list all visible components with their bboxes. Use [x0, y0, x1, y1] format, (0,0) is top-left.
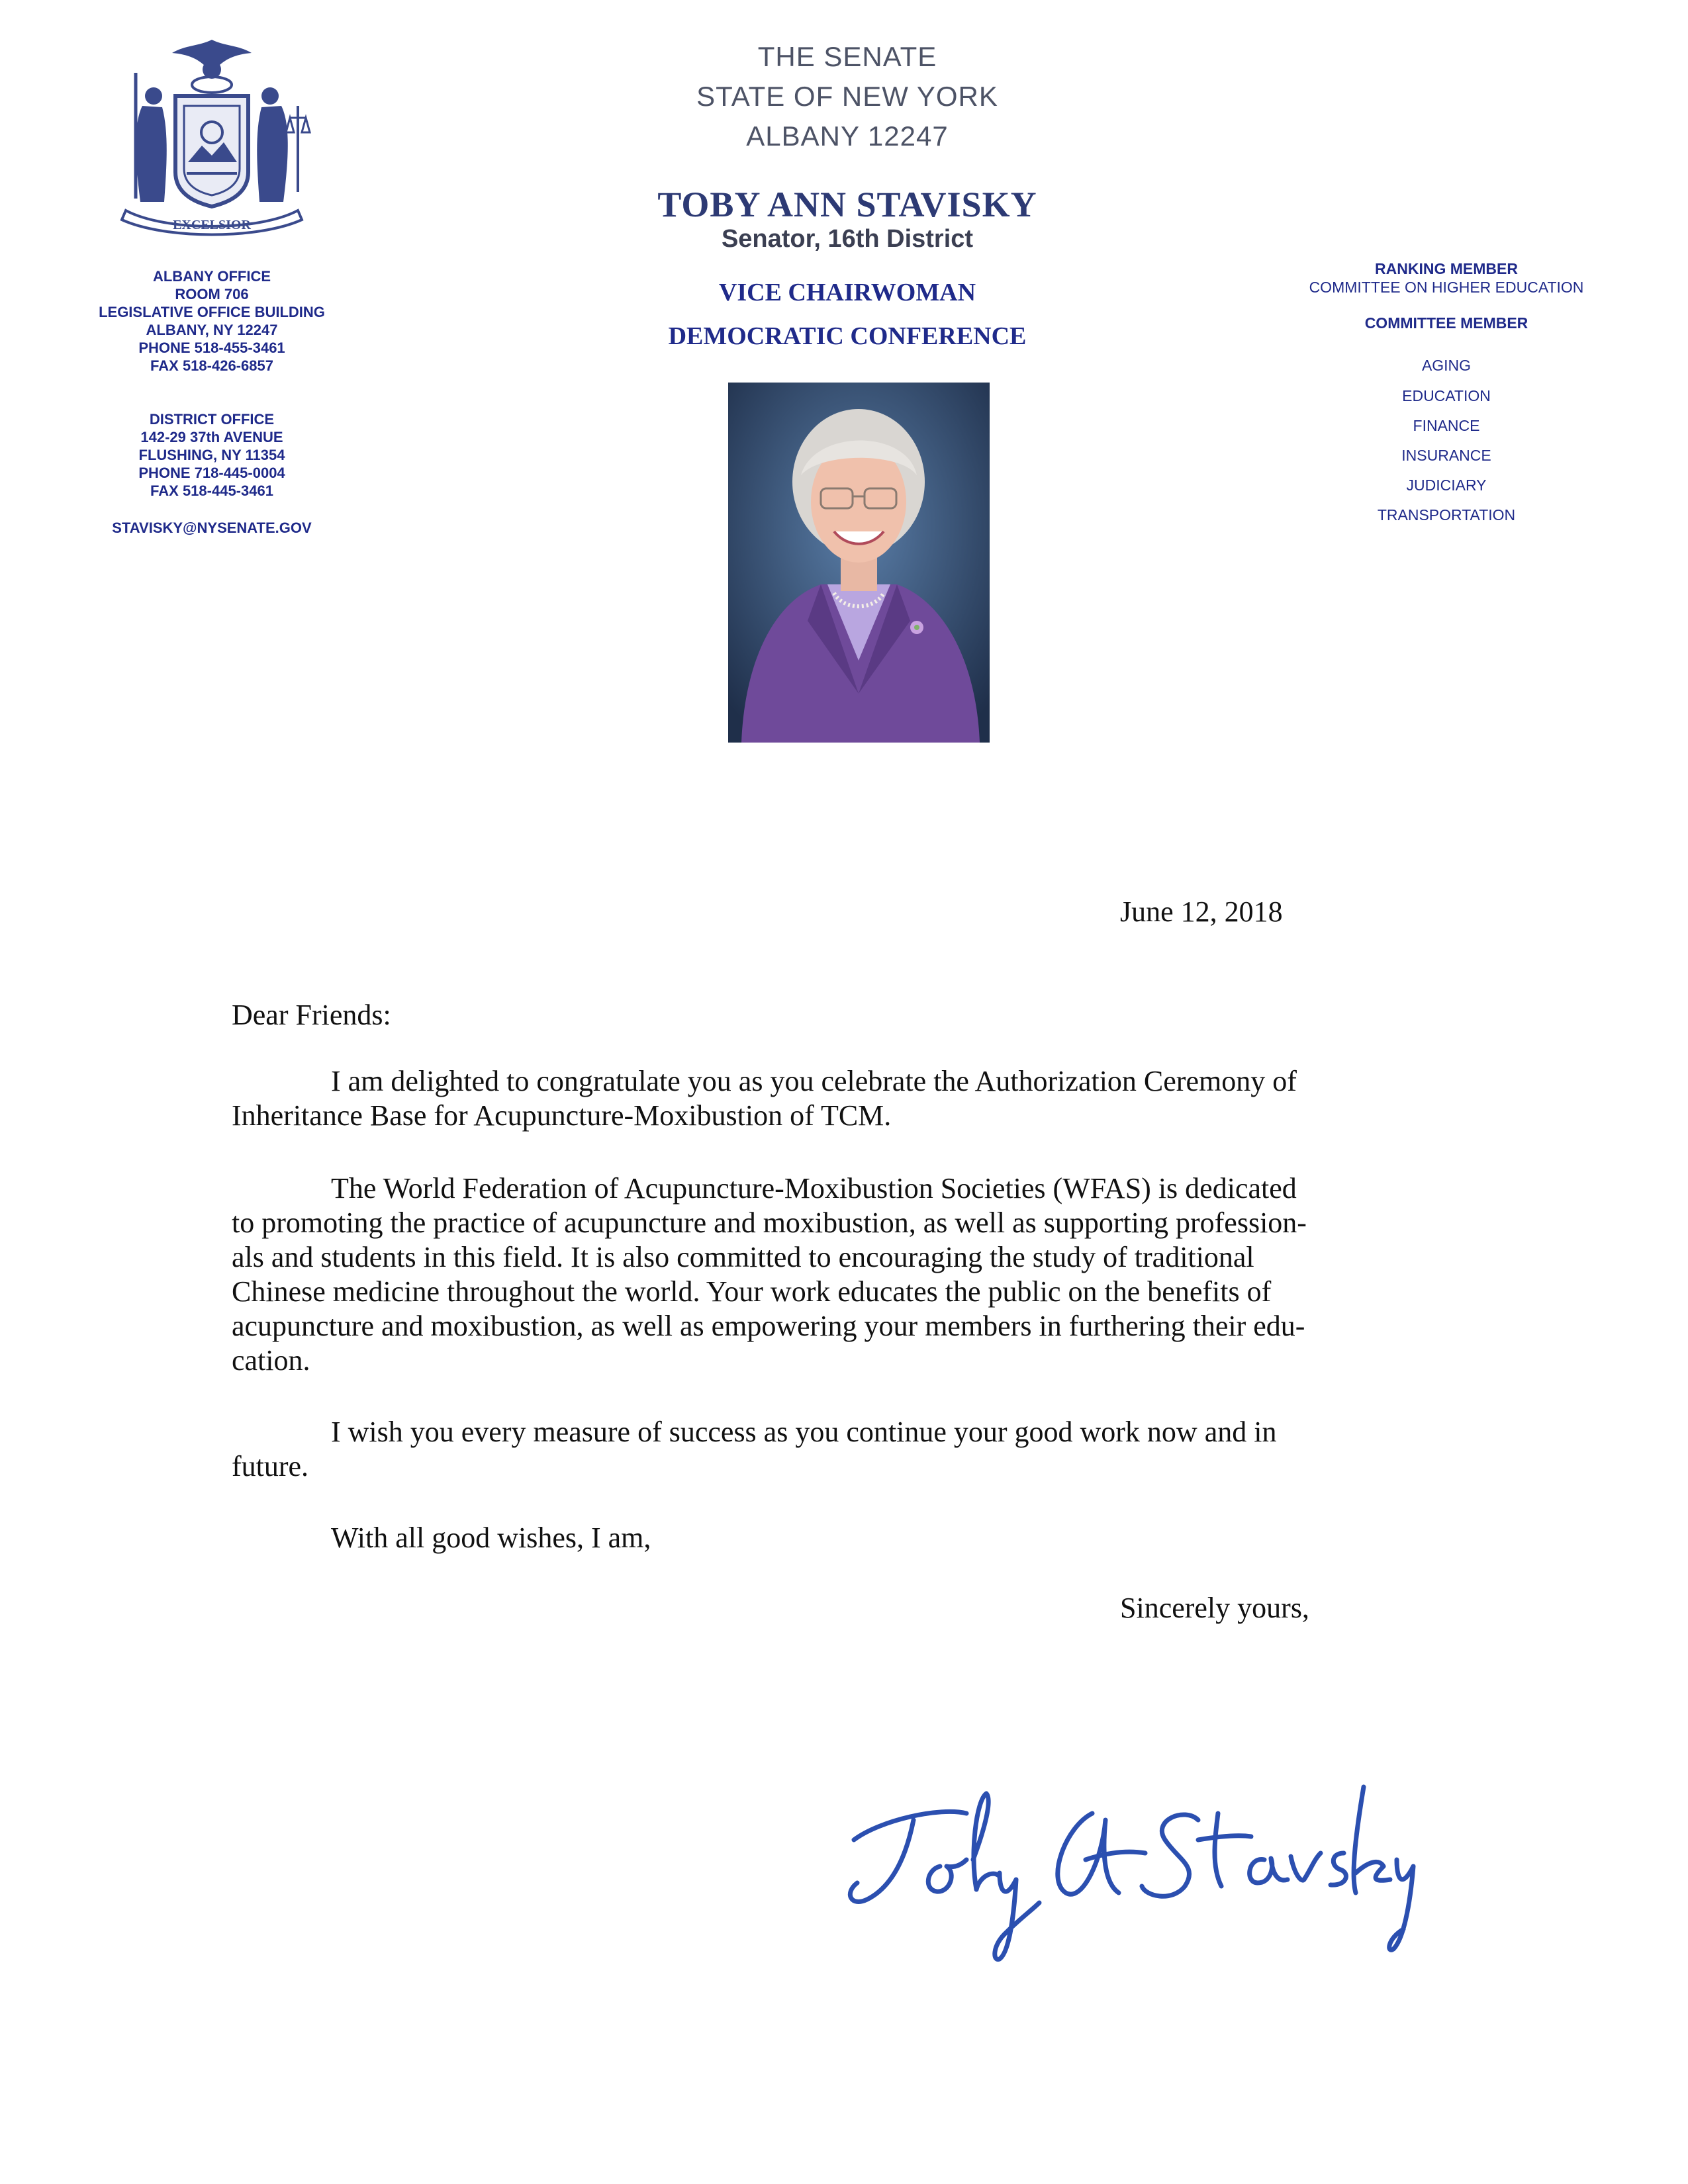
letter-date: June 12, 2018: [1120, 895, 1283, 928]
ranking-member-block: [1251, 259, 1642, 296]
paragraph-line: I am delighted to congratulate you as you celebrate the Authorization Ceremony of: [331, 1065, 1297, 1097]
senator-name: TOBY ANN STAVISKY: [657, 185, 1037, 224]
senate-line-2: STATE OF NEW YORK: [696, 81, 998, 112]
email-address: STAVISKY@NYSENATE.GOV: [112, 520, 312, 536]
senator-district: Senator, 16th District: [721, 225, 974, 253]
paragraph-line: to promoting the practice of acupuncture and moxibustion, as well as supporting profession-: [232, 1206, 1307, 1239]
committee-item: EDUCATION: [1402, 387, 1491, 404]
district-office-heading: DISTRICT OFFICE: [149, 411, 275, 428]
senator-portrait-photo: [728, 383, 990, 743]
committee-item: TRANSPORTATION: [1377, 506, 1516, 523]
letter-salutation: Dear Friends:: [232, 999, 391, 1031]
title-democratic-conference: DEMOCRATIC CONFERENCE: [668, 322, 1027, 350]
district-office-fax: FAX 518-445-3461: [150, 482, 273, 499]
handwritten-signature: [841, 1760, 1436, 1985]
committee-list: [1251, 356, 1642, 530]
seal-motto: EXCELSIOR: [173, 218, 251, 232]
committee-member-block: [1251, 314, 1642, 332]
paragraph-line: The World Federation of Acupuncture-Moxibustion Societies (WFAS) is dedicated: [331, 1172, 1297, 1205]
committee-item: JUDICIARY: [1406, 477, 1487, 494]
paragraph-line: als and students in this field. It is also committed to encouraging the study of traditional: [232, 1241, 1254, 1273]
paragraph-line: Inheritance Base for Acupuncture-Moxibustion of TCM.: [232, 1099, 892, 1132]
albany-office-block: [66, 267, 357, 375]
committee-item: INSURANCE: [1401, 447, 1491, 464]
letter-paragraph-3: [232, 1415, 1456, 1484]
albany-office-city: ALBANY, NY 12247: [146, 322, 278, 338]
letter-paragraph-4: With all good wishes, I am,: [331, 1522, 651, 1554]
albany-office-heading: ALBANY OFFICE: [152, 268, 271, 285]
district-office-phone: PHONE 718-445-0004: [138, 465, 285, 481]
district-office-street: 142-29 37th AVENUE: [140, 429, 283, 445]
paragraph-line: cation.: [232, 1344, 310, 1377]
ranking-committee: COMMITTEE ON HIGHER EDUCATION: [1309, 279, 1584, 296]
district-office-city: FLUSHING, NY 11354: [138, 447, 285, 463]
albany-office-fax: FAX 518-426-6857: [150, 357, 273, 374]
title-vice-chairwoman: VICE CHAIRWOMAN: [718, 279, 976, 306]
letter-closing: Sincerely yours,: [1120, 1592, 1309, 1624]
senate-line-1: THE SENATE: [757, 41, 937, 72]
committee-item: FINANCE: [1413, 417, 1480, 434]
paragraph-line: acupuncture and moxibustion, as well as empowering your members in furthering their edu-: [232, 1310, 1305, 1342]
committee-member-heading: COMMITTEE MEMBER: [1364, 314, 1528, 332]
paragraph-line: future.: [232, 1450, 309, 1482]
ranking-member-heading: RANKING MEMBER: [1375, 260, 1518, 277]
albany-office-phone: PHONE 518-455-3461: [138, 340, 285, 356]
albany-office-room: ROOM 706: [175, 286, 249, 302]
paragraph-line: I wish you every measure of success as you continue your good work now and in: [331, 1416, 1277, 1448]
new-york-state-seal-icon: [106, 33, 318, 238]
senate-line-3: ALBANY 12247: [746, 120, 949, 152]
letter-paragraph-2: [232, 1171, 1456, 1378]
district-office-block: [66, 410, 357, 500]
paragraph-line: Chinese medicine throughout the world. Your work educates the public on the benefits of: [232, 1275, 1272, 1308]
albany-office-building: LEGISLATIVE OFFICE BUILDING: [99, 304, 325, 320]
letter-paragraph-1: [232, 1064, 1456, 1133]
committee-item: AGING: [1421, 357, 1472, 374]
